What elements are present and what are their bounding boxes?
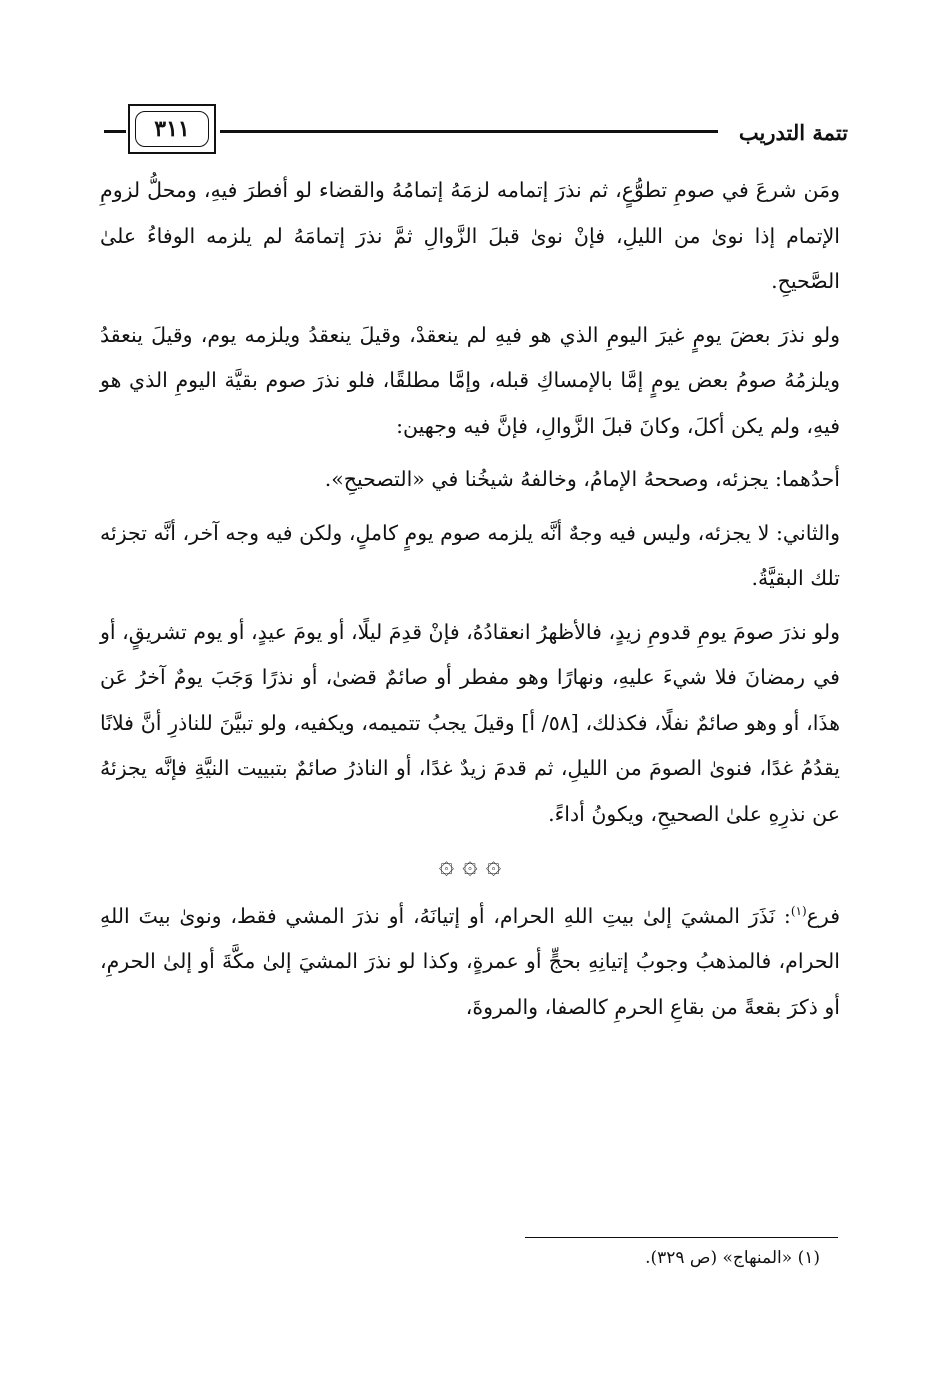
footnote: (١) «المنهاج» (ص ٣٢٩). — [645, 1248, 820, 1268]
far-text: : نَذَرَ المشيَ إلىٰ بيتِ اللهِ الحرام، أو إتيانَهُ، أو نذرَ المشي فقط، ونوىٰ بيتَ اللهِ الحرام، فالمذهبُ وجوبُ إتيانِهِ بحجٍّ أو عمرةٍ، وكذا لو نذرَ المشيَ إلىٰ مكَّةَ أو إلىٰ الحرمِ، أو ذكرَ بقعةً من بقاعِ الحرمِ كالصفا، والمروةَ، — [100, 903, 840, 1019]
header-rule-left — [104, 130, 126, 133]
header-rule — [220, 130, 718, 133]
section-divider-ornament — [100, 845, 840, 885]
running-header — [100, 100, 848, 164]
footnote-ref[interactable]: (١) — [790, 904, 807, 918]
page-number: ٣١١ — [135, 111, 209, 147]
paragraph: والثاني: لا يجزئه، وليس فيه وجهٌ أنَّه يلزمه صوم يومٍ كاملٍ، ولكن فيه وجه آخر، أنَّه تجزئه تلك البقيَّةُ. — [100, 520, 840, 590]
paragraph: ولو نذرَ صومَ يومِ قدومِ زيدٍ، فالأظهرُ انعقادُهُ، فإنْ قدِمَ ليلًا، أو يومَ عيدٍ، أو يوم تشريقٍ، أو في رمضانَ فلا شيءَ عليهِ، ونهارًا وهو مفطر أو صائمٌ قضىٰ، أو نذرًا وَجَبَ يومٌ آخرُ عَن هذَا، أو وهو صائمٌ نفلًا، فكذلك، [٥٨/ أ] وقيلَ يجبُ تتميمه، ويكفيه، ولو تبيَّنَ للناذرِ أنَّ فلانًا يقدُمُ غدًا، فنوىٰ الصومَ من الليلِ، ثم قدمَ زيدٌ غدًا، أو الناذرُ صائمٌ بتبييت النيَّةِ فإنَّه يجزئهُ عن نذرِهِ علىٰ الصحيحِ، ويكونُ أداءً. — [100, 619, 840, 826]
paragraph: ولو نذرَ بعضَ يومٍ غيرَ اليومِ الذي هو فيهِ لم ينعقدْ، وقيلَ ينعقدُ ويلزمه يوم، وقيلَ ينعقدُ ويلزمُهُ صومُ بعض يومٍ إمَّا بالإمساكِ قبله، وإمَّا مطلقًا، فلو نذرَ صوم بقيَّة اليومِ الذي هو فيهِ، ولم يكن أكلَ، وكانَ قبلَ الزَّوالِ، فإنَّ فيه وجهين: — [100, 322, 840, 438]
paragraph-far — [100, 889, 840, 1030]
paragraph: أحدُهما: يجزئه، وصححهُ الإمامُ، وخالفهُ شيخُنا في «التصحيحِ». — [324, 467, 840, 491]
page-number-frame — [128, 104, 216, 154]
star-ornament-icon: ۞ ۞ ۞ — [438, 850, 502, 880]
book-title: تتمة التدريب — [738, 120, 848, 145]
main-text — [100, 168, 840, 1038]
footnote-separator — [525, 1237, 838, 1238]
paragraph: ومَن شرعَ في صومِ تطوُّعٍ، ثم نذرَ إتمامه لزمَهُ إتمامُهُ والقضاء لو أفطرَ فيهِ، ومحلُّ لزومِ الإتمام إذا نوىٰ من الليلِ، فإنْ نوىٰ قبلَ الزَّوالِ ثمَّ نذرَ إتمامَهُ لم يلزمه الوفاءُ علىٰ الصَّحيحِ. — [100, 178, 840, 293]
far-lead: فرع — [806, 903, 840, 928]
